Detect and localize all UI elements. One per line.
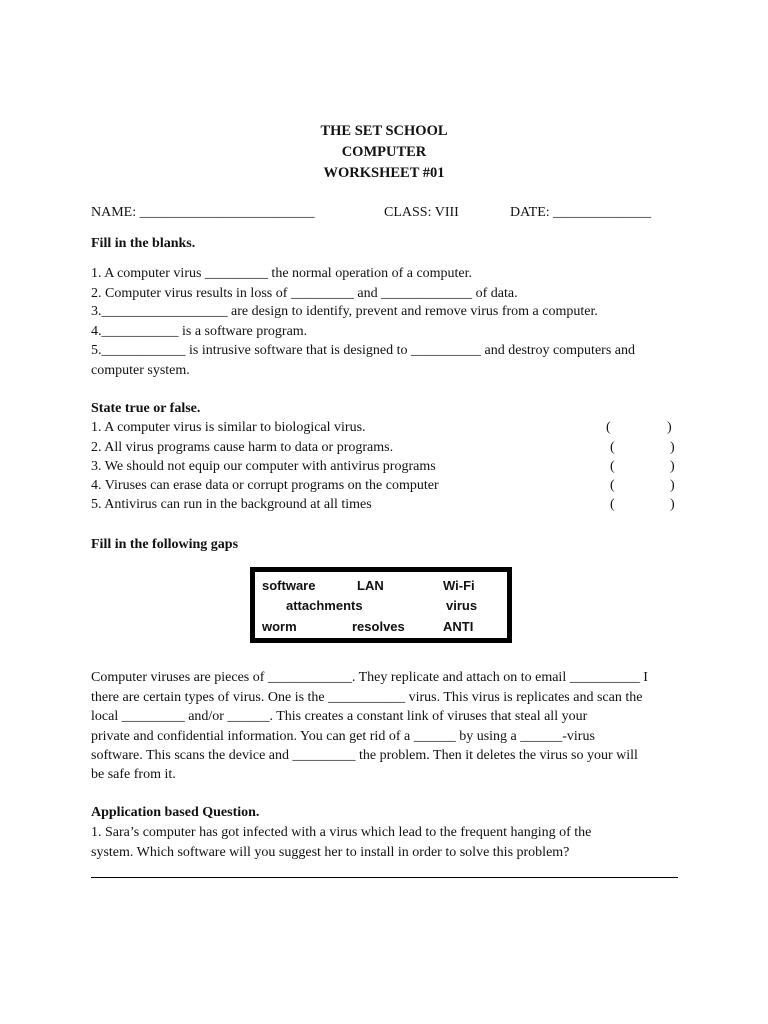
- word-bank-word: LAN: [357, 578, 384, 593]
- gaps-paragraph-line: software. This scans the device and _________ the problem. Then it deletes the virus so your will: [91, 748, 638, 763]
- blank-item: 1. A computer virus _________ the normal operation of a computer.: [91, 266, 473, 281]
- tf-answer-open: (: [606, 420, 611, 435]
- tf-answer-open: (: [610, 478, 615, 493]
- school-title: THE SET SCHOOL: [320, 123, 448, 139]
- word-bank-word: attachments: [286, 598, 363, 613]
- gaps-paragraph-line: Computer viruses are pieces of ____________. They replicate and attach on to email __________ I: [91, 670, 648, 685]
- blank-item: 5.____________ is intrusive software that is designed to __________ and destroy computers and: [91, 343, 635, 358]
- gaps-paragraph-line: there are certain types of virus. One is the ___________ virus. This virus is replicates and scan the: [91, 690, 643, 705]
- application-question-line: system. Which software will you suggest her to install in order to solve this problem?: [91, 845, 570, 860]
- gaps-paragraph-line: private and confidential information. You can get rid of a ______ by using a ______-virus: [91, 729, 595, 744]
- tf-answer-open: (: [610, 459, 615, 474]
- class-field: CLASS: VIII: [384, 205, 459, 220]
- tf-item: 4. Viruses can erase data or corrupt programs on the computer: [91, 478, 439, 493]
- worksheet-title: WORKSHEET #01: [323, 165, 445, 181]
- date-field: DATE: ______________: [510, 205, 652, 220]
- answer-line: [91, 877, 678, 878]
- word-bank-box: [250, 567, 512, 643]
- tf-answer-open: (: [610, 497, 615, 512]
- word-bank-word: ANTI: [443, 619, 474, 634]
- application-heading: Application based Question.: [91, 805, 260, 820]
- tf-item: 2. All virus programs cause harm to data or programs.: [91, 440, 394, 455]
- tf-item: 1. A computer virus is similar to biological virus.: [91, 420, 366, 435]
- tf-answer-close: ): [670, 497, 675, 512]
- blank-item: 3.__________________ are design to identify, prevent and remove virus from a computer.: [91, 304, 598, 319]
- tf-answer-close: ): [670, 459, 675, 474]
- blank-item: 2. Computer virus results in loss of _________ and _____________ of data.: [91, 286, 518, 301]
- tf-answer-open: (: [610, 440, 615, 455]
- gaps-heading: Fill in the following gaps: [91, 537, 239, 552]
- blank-item: 4.___________ is a software program.: [91, 324, 308, 339]
- word-bank-word: worm: [262, 619, 297, 634]
- word-bank-word: Wi-Fi: [443, 578, 475, 593]
- word-bank-word: software: [262, 578, 316, 593]
- fill-blanks-heading: Fill in the blanks.: [91, 236, 196, 251]
- blank-item-continued: computer system.: [91, 363, 190, 378]
- tf-item: 5. Antivirus can run in the background at all times: [91, 497, 372, 512]
- gaps-paragraph-line: local _________ and/or ______. This creates a constant link of viruses that steal all your: [91, 709, 588, 724]
- subject-title: COMPUTER: [341, 144, 427, 160]
- tf-answer-close: ): [667, 420, 672, 435]
- application-question-line: 1. Sara’s computer has got infected with a virus which lead to the frequent hanging of the: [91, 825, 592, 840]
- true-false-heading: State true or false.: [91, 401, 201, 416]
- tf-answer-close: ): [670, 440, 675, 455]
- tf-answer-close: ): [670, 478, 675, 493]
- word-bank-word: resolves: [352, 619, 405, 634]
- gaps-paragraph-line: be safe from it.: [91, 767, 176, 782]
- tf-item: 3. We should not equip our computer with antivirus programs: [91, 459, 436, 474]
- name-field: NAME: _________________________: [91, 205, 315, 220]
- word-bank-word: virus: [446, 598, 478, 613]
